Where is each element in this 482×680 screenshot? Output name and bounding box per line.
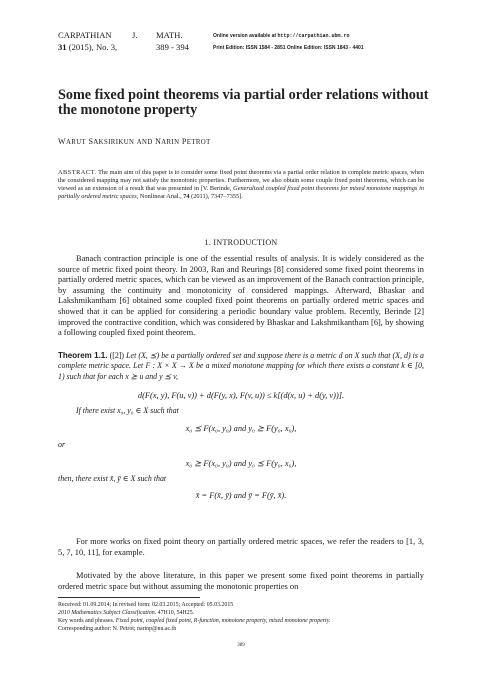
abstract-label: ABSTRACT. [58, 169, 97, 176]
theorem-label: Theorem 1.1. [58, 351, 108, 360]
paper-title: Some fixed point theorems via partial order relations without the monotone property [58, 87, 429, 118]
journal-header [58, 30, 458, 54]
footnote-received: Received: 01.09.2014; In revised form: 02.03.2015; Accepted: 05.03.2015 [58, 602, 234, 608]
footnote-rule [58, 597, 200, 598]
footnote-corresponding: Corresponding author: N. Petrot; narinp@nu.ac.th [58, 626, 177, 632]
journal-abbrev: J. [132, 30, 138, 40]
page-number: 389 [237, 643, 245, 648]
journal-name: CARPATHIAN [58, 30, 112, 40]
theorem-if-line: If there exist x₀, y₀ ∈ X such that [76, 406, 179, 415]
theorem-then-line: then, there exist x̄, ȳ ∈ X such that [58, 474, 167, 483]
author-line: WARUT SAKSIRIKUN AND NARIN PETROT [58, 137, 211, 146]
online-version: Online version available at http://carpathian.ubm.ro [213, 33, 350, 39]
paragraph-motivation: Motivated by the above literature, in this paper we present some fixed point theorems in partially ordered metric space but without assuming the monotonic properties on [58, 571, 424, 591]
footnote-msc: 2010 Mathematics Subject Classification. 47H10, 54H25. [58, 610, 195, 616]
intro-paragraph: Banach contraction principle is one of the essential results of analysis. It is widely considered as the source of metric fixed point theory. In 2003, Ran and Reurings [8] considered some fixed point theorems in partially ordered metric spaces, which can be viewed as an improvement of the Banach contraction principle, by assuming the continuity and monotonicity of considered mappings. Afterward, Bhaskar and Lakshmikantham [6] obtained some coupled fixed point theorems on partially ordered metric spaces and showed that it can be applied for considering a periodic boundary value problem. Recently, Berinde [2] improved the contractive condition, which was considered by Bhaskar and Lakshmikantham [6], by showing a following coupled fixed point theorem. [58, 254, 424, 338]
theorem-statement: Theorem 1.1. ([2]) Let (X, ⪯) be a partially ordered set and suppose there is a metric d on X such that (X, d) is a complete metric space. Let F : X × X → X be a mixed monotone mapping for which there exists a constant k ∈ [0, 1) such that for each x ⪰ u and y ⪯ v, [58, 351, 424, 381]
theorem-citation: ([2]) [109, 351, 125, 360]
equation-condition-2: x₀ ⪰ F(x₀, y₀) and y₀ ⪯ F(y₀, x₀), [185, 459, 297, 468]
abstract-text: The main aim of this paper is to consider some fixed point theorems via a partial order relation in complete metric spaces, when the considered mapping may not satisfy the monotonic properties. Furthermore, we also obtain some couple fixed point theorems, which can be viewed as an extension of a result that was presented in [V. Berinde, [58, 169, 424, 193]
page-range: 389 - 394 [156, 42, 189, 52]
equation-contraction: d(F(x, y), F(u, v)) + d(F(y, x), F(v, u)) ≤ k[(d(x, u) + d(y, v))]. [137, 391, 345, 400]
abstract-ref-title: Generalized coupled fixed point theorems for mixed monotone mappings in partially ordered metric spaces, [58, 185, 425, 201]
section-heading: 1. INTRODUCTION [204, 238, 278, 247]
paragraph-references: For more works on fixed point theory on partially ordered metric spaces, we refer the readers to [1, 3, 5, 7, 10, 11], for example. [58, 537, 424, 557]
equation-conclusion: x̄ = F(x̄, ȳ) and ȳ = F(ȳ, x̄). [195, 491, 287, 500]
equation-condition-1: x₀ ⪯ F(x₀, y₀) and y₀ ⪰ F(y₀, x₀), [185, 424, 297, 433]
abstract: ABSTRACT. The main aim of this paper is to consider some fixed point theorems via a partial order relation in complete metric spaces, when the considered mapping may not satisfy the monotonic properties. Furthermore, we also obtain some couple fixed point theorems, which can be viewed as an extension of a result that was presented in [V. Berinde, Generalized coupled fixed point theorems for mixed monotone mappings in partially ordered metric spaces, Nonlinear Anal., 74 (2011), 7347–7355]. [58, 169, 425, 201]
volume-issue: 31 (2015), No. 3, [58, 42, 118, 52]
footnote-keywords: Key words and phrases. Fixed point, coupled fixed point, R-function, monotone property, mixed monotone property. [58, 618, 331, 624]
online-url[interactable]: http://carpathian.ubm.ro [277, 33, 350, 39]
journal-subject: MATH. [156, 30, 183, 40]
theorem-or: or [58, 440, 66, 449]
issn-line: Print Edition: ISSN 1584 - 2851 Online Edition: ISSN 1843 - 4401 [213, 45, 364, 51]
